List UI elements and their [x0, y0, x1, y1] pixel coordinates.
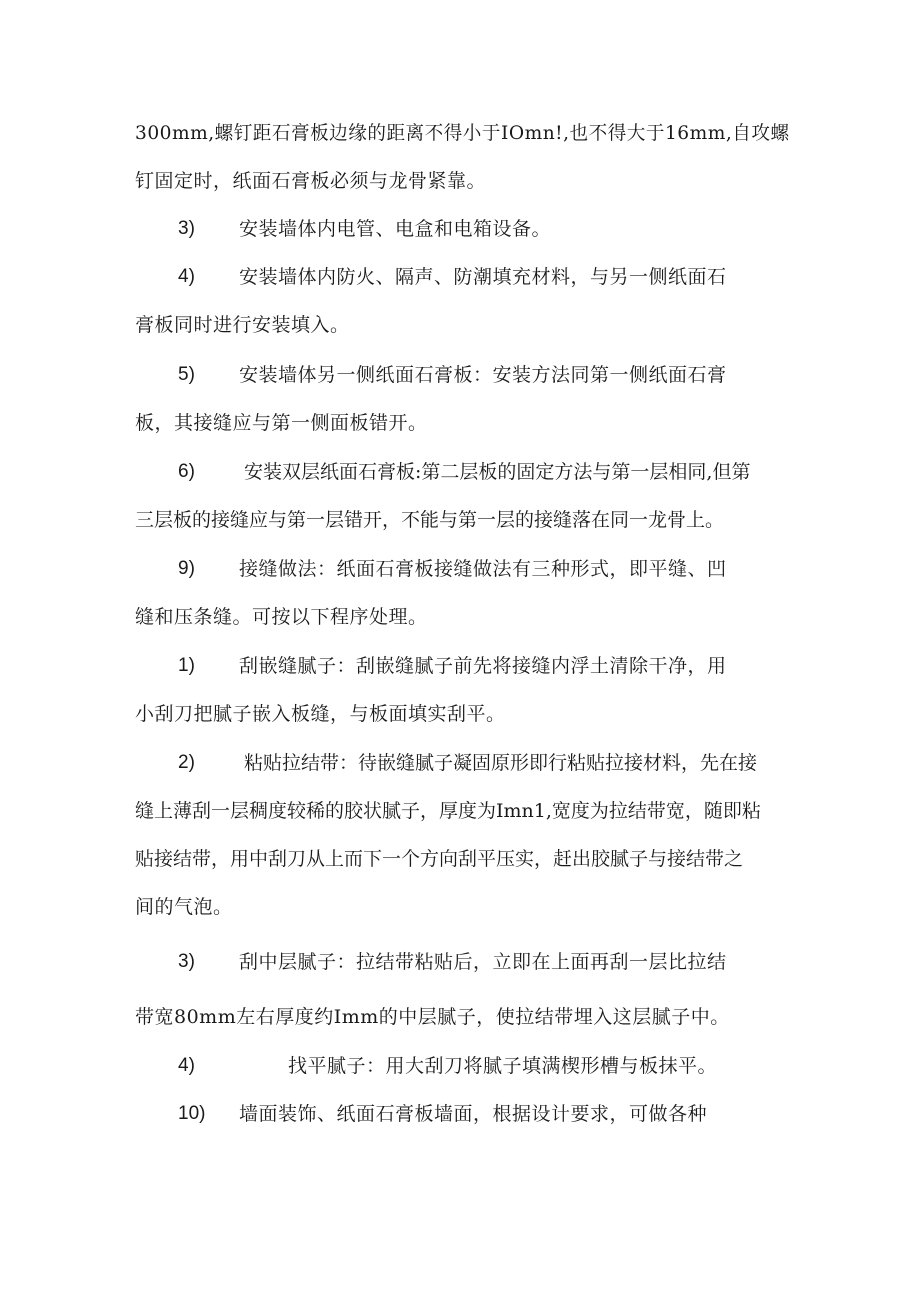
paragraph-line: 板，其接缝应与第一侧面板错开。	[135, 412, 428, 434]
paragraph-line: 小刮刀把腻子嵌入板缝，与板面填实刮平。	[135, 703, 506, 725]
item-number: 1)	[178, 655, 195, 676]
paragraph-line: 接缝做法：纸面石膏板接缝做法有三种形式，即平缝、凹	[239, 558, 727, 580]
paragraph-line: 间的气泡。	[135, 896, 233, 918]
paragraph-line: 粘贴拉结带：待嵌缝腻子凝固原形即行粘贴拉接材料，先在接	[244, 752, 758, 774]
paragraph-line: 安装墙体另一侧纸面石膏板：安装方法同第一侧纸面石膏	[239, 364, 727, 386]
paragraph-line: 安装墙体内电管、电盒和电箱设备。	[239, 218, 552, 240]
item-number: 3)	[178, 951, 195, 972]
item-number: 4)	[178, 266, 195, 287]
paragraph-line: 找平腻子：用大刮刀将腻子填满楔形槽与板抹平。	[288, 1055, 718, 1077]
paragraph-line: 安装双层纸面石膏板:第二层板的固定方法与第一层相同,但第	[244, 461, 751, 483]
paragraph-line: 安装墙体内防火、隔声、防潮填充材料，与另一侧纸面石	[239, 266, 727, 288]
item-number: 6)	[178, 461, 195, 482]
item-number: 5)	[178, 364, 195, 385]
paragraph-line: 钉固定时，纸面石膏板必须与龙骨紧靠。	[135, 170, 487, 192]
paragraph-line: 三层板的接缝应与第一层错开，不能与第一层的接缝落在同一龙骨上。	[135, 509, 725, 531]
paragraph-line: 带宽80mm左右厚度约Imm的中层腻子，使拉结带埋入这层腻子中。	[135, 1006, 730, 1028]
paragraph-line: 膏板同时进行安装填入。	[135, 314, 350, 336]
paragraph-line: 刮嵌缝腻子：刮嵌缝腻子前先将接缝内浮土清除干净，用	[239, 655, 727, 677]
paragraph-line: 缝和压条缝。可按以下程序处理。	[135, 606, 428, 628]
item-number: 9)	[178, 558, 195, 579]
paragraph-line: 缝上薄刮一层稠度较稀的胶状腻子，厚度为Imn1,宽度为拉结带宽，随即粘	[135, 800, 761, 822]
item-number: 2)	[178, 752, 195, 773]
paragraph-line: 贴接结带，用中刮刀从上而下一个方向刮平压实，赶出胶腻子与接结带之	[135, 848, 744, 870]
paragraph-line: 300mm,螺钉距石膏板边缘的距离不得小于IOmn!,也不得大于16mm,自攻螺	[135, 122, 790, 144]
item-number: 4)	[178, 1055, 195, 1076]
item-number: 10)	[178, 1103, 206, 1124]
paragraph-line: 墙面装饰、纸面石膏板墙面，根据设计要求，可做各种	[239, 1103, 708, 1125]
paragraph-line: 刮中层腻子：拉结带粘贴后，立即在上面再刮一层比拉结	[239, 951, 727, 973]
item-number: 3)	[178, 218, 195, 239]
